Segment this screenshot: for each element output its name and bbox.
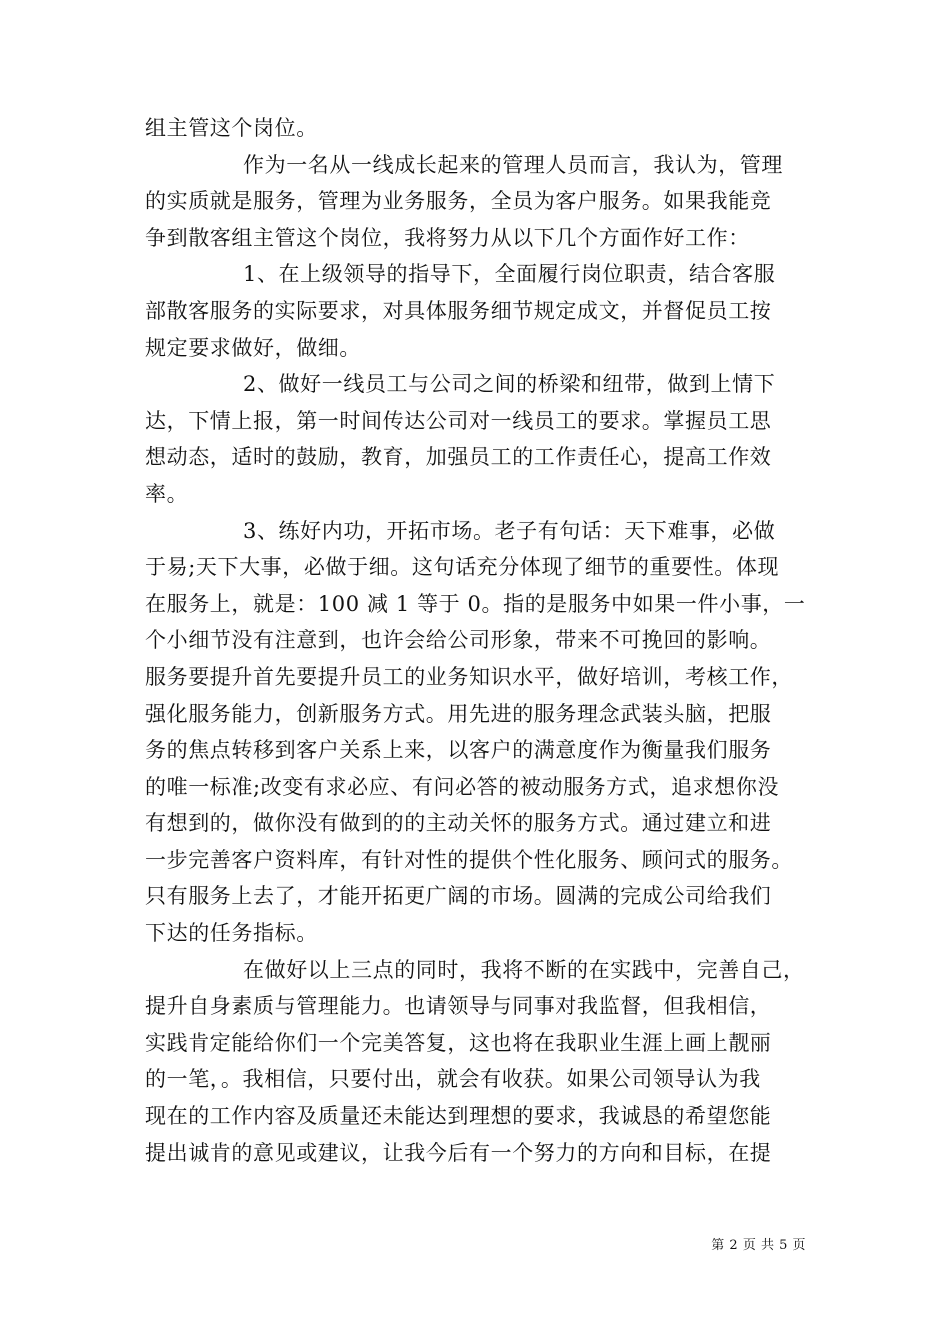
text-line: 1、在上级领导的指导下，全面履行岗位职责，结合客服: [243, 262, 776, 287]
text-line: 强化服务能力，创新服务方式。用先进的服务理念武装头脑，把服: [145, 701, 772, 726]
text-line: 服务要提升首先要提升员工的业务知识水平，做好培训，考核工作，: [145, 664, 793, 689]
text-line: 个小细节没有注意到，也许会给公司形象，带来不可挽回的影响。: [145, 628, 772, 653]
text-line: 在服务上，就是：100 减 1 等于 0。指的是服务中如果一件小事，一: [145, 591, 806, 616]
text-line: 想动态，适时的鼓励，教育，加强员工的工作责任心，提高工作效: [145, 445, 772, 470]
text-line: 现在的工作内容及质量还未能达到理想的要求，我诚恳的希望您能: [145, 1104, 772, 1129]
text-line: 务的焦点转移到客户关系上来，以客户的满意度作为衡量我们服务: [145, 738, 772, 763]
text-line: 实践肯定能给你们一个完美答复，这也将在我职业生涯上画上靓丽: [145, 1030, 772, 1055]
text-line: 在做好以上三点的同时，我将不断的在实践中，完善自己，: [243, 957, 805, 982]
document-body: [145, 110, 815, 1171]
page-number-footer: 第 2 页 共 5 页: [711, 1238, 806, 1253]
text-line: 规定要求做好，做细。: [145, 335, 361, 360]
text-line: 作为一名从一线成长起来的管理人员而言，我认为，管理: [243, 152, 783, 177]
text-line: 3、练好内功，开拓市场。老子有句话：天下难事，必做: [243, 518, 776, 543]
text-line: 有想到的，做你没有做到的的主动关怀的服务方式。通过建立和进: [145, 811, 772, 836]
text-line: 部散客服务的实际要求，对具体服务细节规定成文，并督促员工按: [145, 298, 772, 323]
text-line: 提升自身素质与管理能力。也请领导与同事对我监督，但我相信，: [145, 994, 772, 1019]
text-line: 的一笔，。我相信，只要付出，就会有收获。如果公司领导认为我: [145, 1067, 761, 1092]
text-line: 提出诚肯的意见或建议，让我今后有一个努力的方向和目标，在提: [145, 1140, 772, 1165]
text-line: 2、做好一线员工与公司之间的桥梁和纽带，做到上情下: [243, 372, 776, 397]
text-line: 的实质就是服务，管理为业务服务，全员为客户服务。如果我能竞: [145, 189, 772, 214]
text-line: 率。: [145, 481, 189, 506]
text-line: 组主管这个岗位。: [145, 116, 318, 140]
text-line: 只有服务上去了，才能开拓更广阔的市场。圆满的完成公司给我们: [145, 884, 772, 909]
text-line: 于易;天下大事，必做于细。这句话充分体现了细节的重要性。体现: [145, 555, 780, 580]
text-line: 一步完善客户资料库，有针对性的提供个性化服务、顾问式的服务。: [145, 847, 793, 872]
text-line: 达，下情上报，第一时间传达公司对一线员工的要求。掌握员工思: [145, 408, 772, 433]
text-line: 的唯一标准;改变有求必应、有问必答的被动服务方式，追求想你没: [145, 774, 780, 799]
text-line: 争到散客组主管这个岗位，我将努力从以下几个方面作好工作：: [145, 225, 750, 250]
text-line: 下达的任务指标。: [145, 921, 318, 946]
